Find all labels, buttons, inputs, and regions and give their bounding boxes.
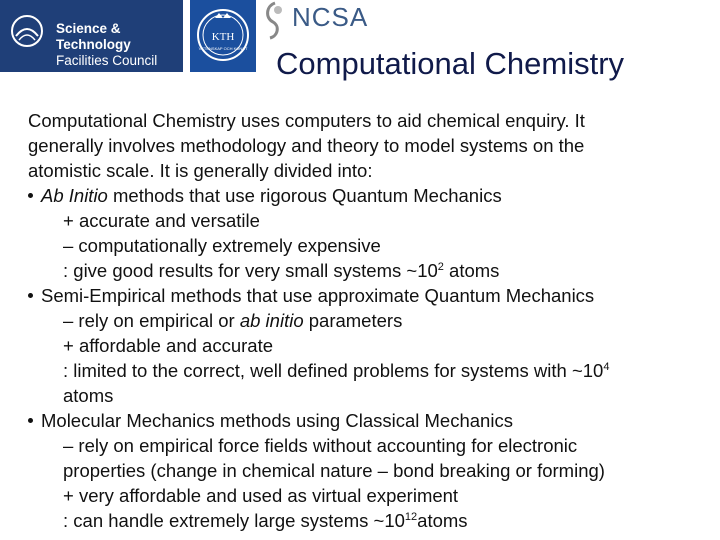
bullet-dot-icon: [28, 418, 33, 423]
stfc-logo: [0, 0, 183, 72]
bullet-dot-icon: [28, 293, 33, 298]
semi-empirical-head: Semi-Empirical methods that use approximate Quantum Mechanics: [41, 285, 595, 306]
intro-line-1: Computational Chemistry uses computers to aid chemical enquiry. It: [28, 110, 585, 131]
ab-initio-note-unit: atoms: [443, 260, 500, 281]
ncsa-swirl-icon: [262, 0, 288, 40]
bullet-dot-icon: [28, 193, 33, 198]
intro-line-2: generally involves methodology and theory to model systems on the: [28, 135, 585, 156]
mm-rely-1: – rely on empirical force fields without accounting for electronic: [63, 435, 578, 456]
ab-initio-pro: + accurate and versatile: [63, 210, 260, 231]
ab-initio-con: – computationally extremely expensive: [63, 235, 381, 256]
kth-text: KTH: [211, 31, 235, 43]
mm-note: [28, 508, 718, 533]
stfc-name-line2: Facilities Council: [56, 53, 158, 68]
kth-subtext: VETENSKAP OCH KONST: [198, 46, 248, 51]
slide-title: Computational Chemistry: [276, 46, 625, 81]
stfc-mark-icon: [10, 14, 44, 48]
ncsa-logo: [262, 0, 372, 40]
ab-initio-term: Ab Initio: [41, 185, 108, 206]
ab-initio-note: [28, 258, 718, 283]
mm-rely-2: properties (change in chemical nature – bond breaking or forming): [63, 460, 605, 481]
semi-rely-em: ab initio: [239, 310, 304, 331]
ab-initio-exponent: 2: [437, 260, 444, 273]
mm-head: Molecular Mechanics methods using Classical Mechanics: [41, 410, 513, 431]
ab-initio-note-text: : give good results for very small systems ~10: [63, 260, 438, 281]
bullet-molecular-mechanics: [28, 408, 718, 433]
mm-exponent: 12: [404, 510, 418, 523]
semi-note-text: : limited to the correct, well defined problems for systems with ~10: [63, 360, 604, 381]
semi-rely-post: parameters: [303, 310, 403, 331]
semi-empirical-pro: + affordable and accurate: [63, 335, 273, 356]
semi-empirical-note-tail: atoms: [63, 385, 114, 406]
ncsa-text: NCSA: [292, 2, 369, 32]
mm-pro: + very affordable and used as virtual experiment: [63, 485, 459, 506]
semi-empirical-rely: [28, 308, 718, 333]
mm-note-unit: atoms: [417, 510, 468, 531]
mm-note-text: : can handle extremely large systems ~10: [63, 510, 405, 531]
bullet-ab-initio: [28, 183, 718, 208]
kth-logo: [190, 0, 256, 72]
bullet-semi-empirical: [28, 283, 718, 308]
kth-seal-icon: [195, 4, 251, 66]
stfc-name-line1: Science & Technology: [56, 21, 131, 52]
slide-body: [28, 108, 718, 533]
semi-exponent: 4: [603, 360, 610, 373]
semi-empirical-note: [28, 358, 718, 383]
intro-line-3: atomistic scale. It is generally divided into:: [28, 160, 373, 181]
semi-rely-pre: – rely on empirical or: [63, 310, 240, 331]
ab-initio-desc: methods that use rigorous Quantum Mechanics: [107, 185, 502, 206]
